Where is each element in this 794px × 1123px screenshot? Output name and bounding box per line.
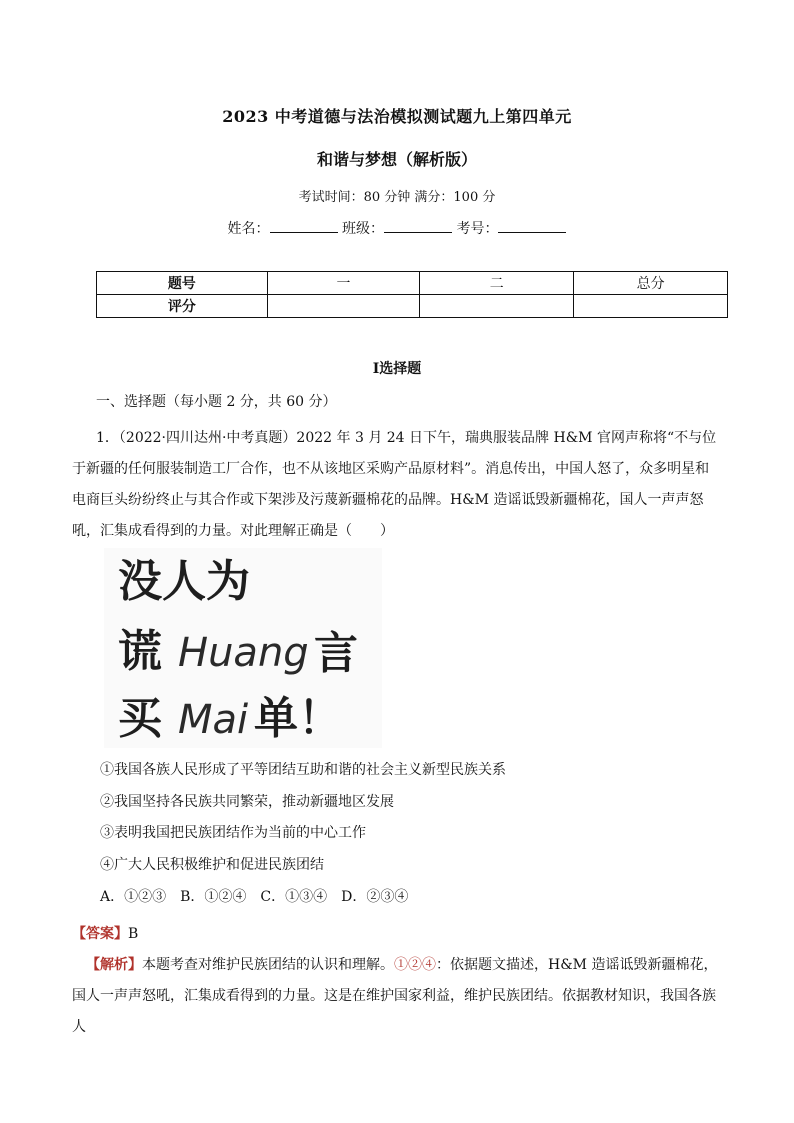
exam-no-label: 考号： (456, 221, 499, 237)
image-line-3-char-1: 买 (118, 693, 162, 744)
option-1: ①我国各族人民形成了平等团结互助和谐的社会主义新型民族关系 (100, 762, 506, 778)
image-line-2-char-1: 谎 (118, 626, 162, 677)
image-line-2-char-2: 言 (314, 628, 358, 679)
analysis-text-1: 本题考查对维护民族团结的认识和理解。 (142, 957, 394, 973)
part-heading: 一、选择题（每小题 2 分，共 60 分） (96, 394, 337, 410)
class-label: 班级： (342, 221, 384, 237)
image-line-3-char-2: 单！ (254, 693, 342, 744)
answer-line (72, 923, 138, 943)
exam-no-blank (498, 218, 566, 233)
name-blank (270, 218, 338, 233)
section-title: Ⅰ选择题 (372, 361, 422, 377)
image-line-1: 没人为 (118, 556, 250, 607)
score-table-score-row (97, 295, 728, 318)
option-2: ②我国坚持各民族共同繁荣，推动新疆地区发展 (100, 794, 394, 810)
name-label: 姓名： (227, 221, 270, 237)
question-1-text: 1．（2022·四川达州·中考真题）2022 年 3 月 24 日下午，瑞典服装品牌 H&M 官网声称将“不与位于新疆的任何服装制造工厂合作，也不从该地区采购产品原材料”。消息传出，中国人怒了，众多明星和电商巨头纷纷终止与其合作或下架涉及污蔑新疆棉花的品牌。H&M 造谣诋毁新疆棉花，国人一声声怒吼，汇集成看得到的力量。对此理解正确是（ ） (72, 430, 717, 539)
class-blank (384, 218, 452, 233)
document-subtitle: 和谐与梦想（解析版） (316, 150, 477, 169)
answer-value: B (128, 926, 139, 942)
analysis-label: 【解析】 (86, 957, 142, 973)
answer-choices: A．①②③ B．①②④ C．①③④ D．②③④ (100, 889, 409, 905)
score-cell-part-2: 二 (420, 272, 574, 295)
image-line-3-latin: Mai (178, 697, 249, 743)
score-cell-question-no: 题号 (97, 272, 268, 295)
score-table-header-row (97, 272, 728, 295)
score-table (96, 271, 728, 318)
score-cell-label: 评分 (97, 295, 268, 318)
exam-meta: 考试时间：80 分钟 满分：100 分 (298, 190, 496, 205)
score-input-total (574, 295, 728, 318)
question-1-image (104, 548, 382, 748)
score-input-1 (267, 295, 420, 318)
score-input-2 (420, 295, 574, 318)
student-info (0, 218, 794, 238)
analysis-highlight: ①②④ (394, 957, 436, 973)
analysis-block (72, 950, 722, 1043)
answer-label: 【答案】 (72, 926, 128, 942)
score-cell-part-1: 一 (267, 272, 420, 295)
score-cell-total: 总分 (574, 272, 728, 295)
analysis-text-2: ：依据题文描述，H&M 造谣诋毁新疆棉花，国人一声声怒吼，汇集成看得到的力量。这是在维护国家利益，维护民族团结。依据教材知识，我国各族人 (72, 957, 718, 1035)
option-3: ③表明我国把民族团结作为当前的中心工作 (100, 825, 366, 841)
option-4: ④广大人民积极维护和促进民族团结 (100, 857, 324, 873)
document-title: 2023 中考道德与法治模拟测试题九上第四单元 (222, 107, 572, 126)
image-line-2-latin: Huang (178, 630, 309, 676)
